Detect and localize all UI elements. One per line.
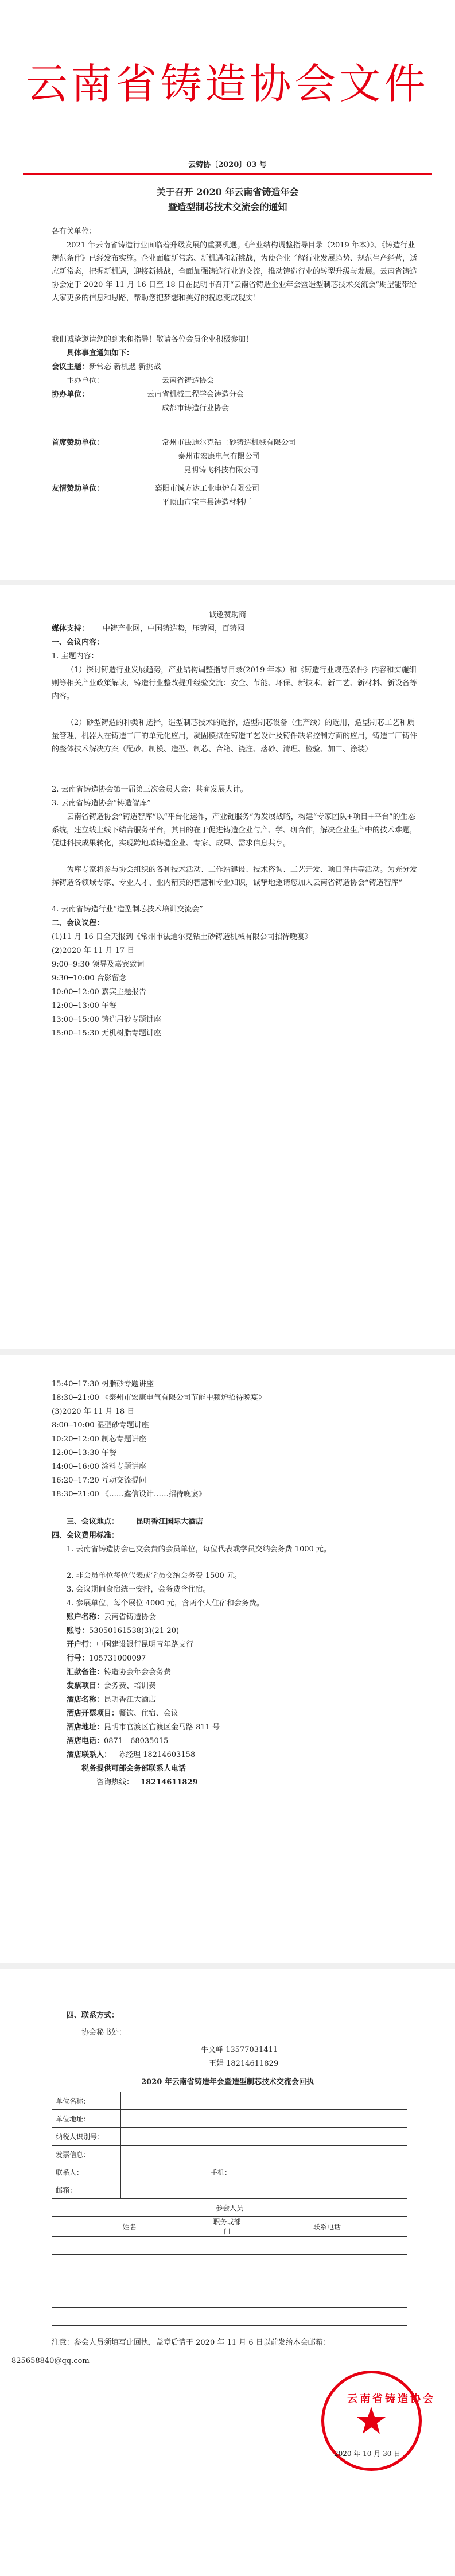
fee-2: 2. 非会员单位每位代表或学员交纳会务费 1500 元。 xyxy=(67,1572,242,1580)
section-4-title: 四、会议费用标准： xyxy=(52,1531,119,1540)
hotel-invoice-row xyxy=(67,1707,178,1720)
agenda-line: 18:30─21:00 《……鑫信设计……招待晚宴》 xyxy=(52,1490,206,1499)
support-value-1: 襄阳市诚方达工业电炉有限公司 xyxy=(155,484,260,493)
media-label: 媒体支持： xyxy=(52,624,90,633)
form-label: 发票信息： xyxy=(52,2146,121,2163)
bank-number-row xyxy=(67,1652,146,1665)
hotel-phone-value: 0871—68035015 xyxy=(104,1737,169,1745)
invite-line: 我们诚挚邀请您的到来和指导！敬请各位会员企业积极参加！ xyxy=(52,335,254,344)
form-row xyxy=(52,2217,407,2237)
agenda-line: 12:00─13:30 午餐 xyxy=(52,1449,116,1457)
account-number-label: 账号： xyxy=(67,1627,90,1635)
contact-1: 牛文峰 13577031411 xyxy=(201,2046,278,2054)
hotel-value: 昆明香江大酒店 xyxy=(104,1696,157,1704)
sponsor-value-1: 常州市法迪尔克钻土砂铸造机械有限公司 xyxy=(162,439,297,447)
footer-note: 注意：参会人员须填写此回执，盖章后请于 2020 年 11 月 6 日以前发给本会邮箱： xyxy=(52,2338,330,2347)
attendee-phone-cell[interactable] xyxy=(247,2272,407,2290)
attendee-phone-cell[interactable] xyxy=(247,2308,407,2326)
form-label: 单位地址： xyxy=(52,2110,121,2128)
account-row xyxy=(67,1611,156,1624)
sponsor-value-2: 泰州市宏康电气有限公司 xyxy=(178,452,260,461)
unit-address-field[interactable] xyxy=(121,2110,407,2128)
agenda-line: 15:00─15:30 无机树脂专题讲座 xyxy=(52,1029,161,1038)
agenda-line: 12:00─13:00 午餐 xyxy=(52,1002,116,1010)
page-2 xyxy=(0,585,455,1349)
hotel-address-label: 酒店地址： xyxy=(67,1723,104,1732)
bank-label: 开户行： xyxy=(67,1640,97,1649)
mobile-field[interactable] xyxy=(247,2163,407,2181)
bank-value: 中国建设银行昆明青年路支行 xyxy=(96,1640,194,1649)
attendee-row xyxy=(52,2272,407,2290)
hotline-label: 咨询热线： xyxy=(96,1778,134,1787)
support-label: 友情赞助单位： xyxy=(52,484,104,493)
agenda-line: 8:00─10:00 湿型砂专题讲座 xyxy=(52,1421,149,1430)
agenda-line: 16:20─17:20 互动交流提问 xyxy=(52,1476,146,1485)
account-number-row xyxy=(67,1624,179,1638)
topic-1-text: （1）探讨铸造行业发展趋势，产业结构调整指导目录(2019 年本）和《铸造行业规范条件》内容和实施细则等相关产业政策解读，铸造行业整改提升经验交流：安全、节能、环保、新技术、新工艺、新材料、新设备等内容。 xyxy=(52,666,418,701)
hotel-invoice-label: 酒店开票项目： xyxy=(67,1709,119,1718)
document-header-title: 云南省铸造协会文件 xyxy=(26,60,429,108)
venue-row xyxy=(67,1515,203,1528)
email-field[interactable] xyxy=(121,2181,407,2199)
form-label: 纳税人识别号： xyxy=(52,2128,121,2146)
remit-note-row xyxy=(67,1666,171,1679)
topic-2-text: （2）砂型铸造的种类和选择，造型制芯技术的选择，造型制芯设备（生产线）的选用，造型制芯工艺和质量管理，机器人在铸造工厂的单元化应用，凝固模拟在铸造工艺设计及铸件缺陷控制方面的应用，铸造工厂铸件的整体技术解决方案（配砂、制模、造型、制芯、合箱、浇注、落砂、清理、检验、加工、涂装） xyxy=(52,719,418,754)
sponsor-invite-title: 诚邀赞助商 xyxy=(208,611,246,619)
form-row xyxy=(52,2163,407,2181)
agenda-line: 9:00─9:30 领导及嘉宾致词 xyxy=(52,960,145,969)
theme-label: 会议主题： xyxy=(52,363,90,371)
invoice-value: 会务费、培训费 xyxy=(104,1682,157,1690)
sponsor-value-3: 昆明铸飞科技有限公司 xyxy=(184,466,259,475)
hotel-row xyxy=(67,1693,156,1706)
secretariat-label: 协会秘书处： xyxy=(81,2028,127,2037)
cohost-value-1: 云南省机械工程学会铸造分会 xyxy=(147,390,244,399)
hotel-address-value: 昆明市官渡区官渡区金马路 811 号 xyxy=(104,1723,220,1732)
subject-line-1: 关于召开 2020 年云南省铸造年会 xyxy=(156,187,299,197)
attendee-dept-cell[interactable] xyxy=(207,2290,247,2308)
tax-note: 税务提供可部会务部联系人电话 xyxy=(81,1764,186,1773)
agenda-line: 9:30─10:00 合影留念 xyxy=(52,974,127,983)
bank-number-value: 105731000097 xyxy=(89,1654,146,1663)
page-1 xyxy=(0,0,455,580)
attendee-dept-cell[interactable] xyxy=(207,2237,247,2255)
red-divider xyxy=(23,173,432,175)
form-row xyxy=(52,2181,407,2199)
form-label: 邮箱： xyxy=(52,2181,121,2199)
media-value: 中铸产业网，中国铸造势，压铸网，百铸网 xyxy=(103,624,245,633)
section-1-title: 一、会议内容： xyxy=(52,638,104,647)
think-tank-heading: 3. 云南省铸造协会“铸造智库” xyxy=(52,799,151,808)
form-row xyxy=(52,2110,407,2128)
remit-note-label: 汇款备注： xyxy=(67,1668,104,1677)
fee-1: 1. 云南省铸造协会已交会费的会员单位，每位代表或学员交纳会务费 1000 元。 xyxy=(67,1545,331,1554)
hotline-value: 18214611829 xyxy=(141,1778,198,1787)
hotel-phone-row xyxy=(67,1735,168,1748)
hotel-contact-value: 陈经理 18214603158 xyxy=(118,1751,196,1759)
topic-heading: 1. 主题内容： xyxy=(52,652,99,661)
cohost-value-2: 成都市铸造行业协会 xyxy=(162,404,230,413)
attendee-name-cell[interactable] xyxy=(52,2255,207,2272)
receipt-form xyxy=(52,2092,407,2326)
cohost-label: 协办单位： xyxy=(52,390,90,399)
member-meeting-item: 2. 云南省铸造协会第一届第三次会员大会：共商发展大计。 xyxy=(52,785,248,794)
hotel-invoice-value: 餐饮、住宿、会议 xyxy=(119,1709,179,1718)
salutation: 各有关单位： xyxy=(52,227,97,236)
details-title: 具体事宜通知如下： xyxy=(67,349,134,358)
attendees-header: 参会人员 xyxy=(52,2199,407,2217)
agenda-line: 14:00─16:00 涂料专题讲座 xyxy=(52,1462,146,1471)
attendee-phone-cell[interactable] xyxy=(247,2290,407,2308)
section-5-title: 四、联系方式： xyxy=(67,2011,119,2020)
column-header-phone: 联系电话 xyxy=(247,2217,407,2237)
bank-row xyxy=(67,1638,193,1651)
host-label: 主办单位： xyxy=(67,377,104,385)
invoice-label: 发票项目： xyxy=(67,1682,104,1690)
agenda-line: 15:40─17:30 树脂砂专题讲座 xyxy=(52,1380,154,1388)
attendee-row xyxy=(52,2255,407,2272)
agenda-line: 13:00─15:00 铸造用砂专题讲座 xyxy=(52,1015,161,1024)
attendee-name-cell[interactable] xyxy=(52,2237,207,2255)
support-value-2: 平顶山市宝丰县铸造材料厂 xyxy=(162,498,252,507)
form-row xyxy=(52,2128,407,2146)
form-label: 单位名称： xyxy=(52,2092,121,2110)
fee-3: 3. 会议期间食宿统一安排，会务费含住宿。 xyxy=(67,1585,211,1594)
footer-email: 825658840@qq.com xyxy=(11,2357,90,2365)
attendee-row xyxy=(52,2290,407,2308)
sponsor-label: 首席赞助单位： xyxy=(52,439,104,447)
attendee-row xyxy=(52,2308,407,2326)
attendee-phone-cell[interactable] xyxy=(247,2237,407,2255)
column-header-name: 姓名 xyxy=(52,2217,207,2237)
intro-paragraph: 2021 年云南省铸造行业面临着升级发展的重要机遇。《产业结构调整指导目录（2019 年本）》、《铸造行业规范条件》已经发布实施。企业面临新常态、新机遇和新挑战，为使企业了解行业发展趋势、规范生产经营，适应新常态，把握新机遇，迎接新挑战，全面加强铸造行业的交流，推动铸造行业的转型升级与发展。云南省铸造协会定于 2020 年 11 月 16 日至 18 日在昆明市召开“云南省铸造企业年会暨造型制芯技术交流会”期望能带给大家更多的信息和思路，帮助您把梦想和美好的祝愿变成现实！ xyxy=(52,241,418,302)
agenda-line: 10:00─12:00 嘉宾主题报告 xyxy=(52,988,146,996)
seal-date: 2020 年 10 月 30 日 xyxy=(334,2450,401,2458)
agenda-line: (2)2020 年 11 月 17 日 xyxy=(52,946,135,955)
training-item: 4. 云南省铸造行业“造型制芯技术培训交流会” xyxy=(52,905,203,914)
form-label: 联系人： xyxy=(52,2163,121,2181)
bank-number-label: 行号： xyxy=(67,1654,90,1663)
attendee-dept-cell[interactable] xyxy=(207,2272,247,2290)
account-label: 账户名称： xyxy=(67,1613,104,1621)
theme-value: 新常态 新机遇 新挑战 xyxy=(89,363,161,371)
attendee-dept-cell[interactable] xyxy=(207,2308,247,2326)
hotel-label: 酒店名称： xyxy=(67,1696,104,1704)
agenda-line: (3)2020 年 11 月 18 日 xyxy=(52,1407,135,1416)
page-4 xyxy=(0,1969,455,2576)
form-row xyxy=(52,2199,407,2217)
form-row xyxy=(52,2092,407,2110)
think-tank-text-2: 为库专家将参与协会组织的各种技术活动、工作站建设、技术咨询、工艺开发、项目评估等活动。为充分发挥铸造各领域专家、专业人才、业内精英的智慧和专业知识，诚挚地邀请您加入云南省铸造协会“铸造智库” xyxy=(52,866,418,887)
attendee-name-cell[interactable] xyxy=(52,2290,207,2308)
theme-row xyxy=(52,360,161,374)
section-2-title: 二、会议议程： xyxy=(52,919,104,928)
invoice-row xyxy=(67,1679,156,1693)
think-tank-text-1: 云南省铸造协会“铸造智库”以“平台化运作，产业链服务”为发展战略，构建“专家团队+项目+平台”的生态系统，建立线上线下结合服务平台，其目的在于促进铸造企业与产、学、研合作，解决企业生产中的技术难题，促进科技成果转化，实现跨地域铸造企业、专家、成果、需求信息共享。 xyxy=(52,813,418,848)
host-value: 云南省铸造协会 xyxy=(162,377,215,385)
venue-value: 昆明香江国际大酒店 xyxy=(136,1518,204,1526)
form-title: 2020 年云南省铸造年会暨造型制芯技术交流会回执 xyxy=(141,2078,314,2086)
venue-label: 三、会议地点： xyxy=(67,1518,119,1526)
hotline-row xyxy=(96,1776,198,1789)
attendee-name-cell[interactable] xyxy=(52,2272,207,2290)
invoice-info-field[interactable] xyxy=(121,2146,407,2163)
attendee-row xyxy=(52,2237,407,2255)
media-row xyxy=(52,622,244,635)
form-label: 手机： xyxy=(207,2163,247,2181)
form-row xyxy=(52,2146,407,2163)
hotel-contact-row xyxy=(67,1748,195,1762)
hotel-phone-label: 酒店电话： xyxy=(67,1737,104,1745)
account-value: 云南省铸造协会 xyxy=(104,1613,157,1621)
agenda-line: 18:30─21:00 《泰州市宏康电气有限公司节能中频炉招待晚宴》 xyxy=(52,1394,266,1402)
remit-note-value: 铸造协会年会会务费 xyxy=(104,1668,172,1677)
hotel-contact-label: 酒店联系人： xyxy=(67,1751,112,1759)
attendee-name-cell[interactable] xyxy=(52,2308,207,2326)
agenda-line: (1)11 月 16 日全天报到《常州市法迪尔克钻土砂铸造机械有限公司招待晚宴》 xyxy=(52,933,312,941)
document-number: 云铸协〔2020〕03 号 xyxy=(188,161,267,169)
hotel-address-row xyxy=(67,1721,220,1734)
subject-line-2: 暨造型制芯技术交流会的通知 xyxy=(168,201,287,212)
agenda-line: 10:20─12:00 制芯专题讲座 xyxy=(52,1435,146,1444)
tax-id-field[interactable] xyxy=(121,2128,407,2146)
contact-2: 王娟 18214611829 xyxy=(209,2059,279,2068)
page-3 xyxy=(0,1355,455,1963)
seal-text: 云南省铸造协会 xyxy=(347,2393,435,2405)
attendee-dept-cell[interactable] xyxy=(207,2255,247,2272)
column-header-dept: 职务或部门 xyxy=(207,2217,247,2237)
attendee-phone-cell[interactable] xyxy=(247,2255,407,2272)
account-number-value: 53050161538(3)(21-20) xyxy=(89,1627,180,1635)
fee-4: 4. 参展单位，每个展位 4000 元，含两个人住宿和会务费。 xyxy=(67,1599,264,1608)
unit-name-field[interactable] xyxy=(121,2092,407,2110)
contact-field[interactable] xyxy=(121,2163,207,2181)
